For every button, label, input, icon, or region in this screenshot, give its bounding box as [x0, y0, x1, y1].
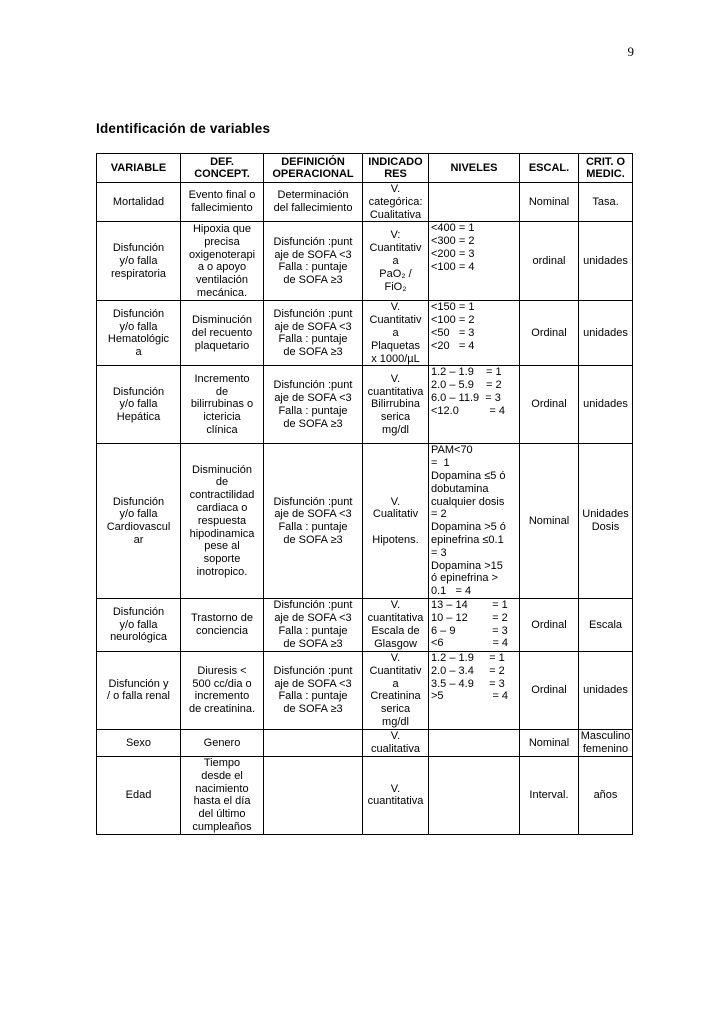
table-row-respiratoria [97, 222, 633, 301]
cell-variable: Edad [97, 756, 181, 834]
cell-ind: V. cuantitativa Bilirrubina serica mg/dl [363, 366, 429, 444]
cell-scale: Interval. [520, 756, 579, 834]
cell-variable: Mortalidad [97, 183, 181, 222]
cell-scale: Nominal [520, 444, 579, 599]
page-number: 9 [627, 44, 634, 59]
cell-op: Disfunción :punt aje de SOFA <3 Falla : puntaje de SOFA ≥3 [264, 651, 363, 729]
cell-ind: V. Cualitativ Hipotens. [363, 444, 429, 599]
cell-ind: V. cualitativa [363, 729, 429, 756]
cell-op: Disfunción :punt aje de SOFA <3 Falla : puntaje de SOFA ≥3 [264, 222, 363, 301]
cell-op: Disfunción :punt aje de SOFA <3 Falla : puntaje de SOFA ≥3 [264, 444, 363, 599]
cell-scale: Ordinal [520, 598, 579, 651]
cell-def: Genero [181, 729, 264, 756]
table-row-hematologica [97, 301, 633, 366]
cell-variable: Disfunción y/o falla Hematológic a [97, 301, 181, 366]
cell-variable: Disfunción y/o falla neurológica [97, 598, 181, 651]
cell-op: Disfunción :punt aje de SOFA <3 Falla : puntaje de SOFA ≥3 [264, 598, 363, 651]
cell-variable: Disfunción y / o falla renal [97, 651, 181, 729]
cell-ind: V. Cuantitativ a Creatinina serica mg/dl [363, 651, 429, 729]
header-operational-definition: DEFINICIÓN OPERACIONAL [264, 154, 363, 183]
table-row-renal [97, 651, 633, 729]
cell-criteria: Tasa. [579, 183, 633, 222]
table-row-hepatica [97, 366, 633, 444]
cell-def: Hipoxia que precisa oxigenoterapi a o apoyo ventilación mecánica. [181, 222, 264, 301]
cell-criteria: unidades [579, 651, 633, 729]
header-scale: ESCAL. [520, 154, 579, 183]
cell-levels: <150 = 1 <100 = 2 <50 = 3 <20 = 4 [431, 301, 475, 352]
cell-ind: V. cuantitativa Escala de Glasgow [363, 598, 429, 651]
cell-scale: ordinal [520, 222, 579, 301]
cell-scale: Nominal [520, 729, 579, 756]
table-row-neurologica [97, 598, 633, 651]
cell-scale: Ordinal [520, 651, 579, 729]
cell-op: Disfunción :punt aje de SOFA <3 Falla : puntaje de SOFA ≥3 [264, 301, 363, 366]
cell-criteria: años [579, 756, 633, 834]
variables-table [96, 153, 633, 835]
cell-ind: V: Cuantitativ a PaO₂ / FiO₂ [363, 222, 429, 301]
cell-criteria: Masculino femenino [579, 729, 633, 756]
cell-ind: V. categórica: Cualitativa [363, 183, 429, 222]
cell-op [264, 729, 363, 756]
cell-criteria: Escala [579, 598, 633, 651]
header-indicators: INDICADO RES [363, 154, 429, 183]
cell-variable: Disfunción y/o falla respiratoria [97, 222, 181, 301]
header-row [97, 154, 633, 183]
table-row-mortalidad [97, 183, 633, 222]
section-title: Identificación de variables [96, 121, 271, 136]
cell-ind: V. cuantitativa [363, 756, 429, 834]
table-row-sexo [97, 729, 633, 756]
header-variable: VARIABLE [97, 154, 181, 183]
cell-ind: V. Cuantitativ a Plaquetas x 1000/µL [363, 301, 429, 366]
cell-def: Disminución de contractilidad cardiaca o respuesta hipodinamica pese al soporte inotropico. [181, 444, 264, 599]
header-criteria: CRIT. O MEDIC. [579, 154, 633, 183]
cell-op [264, 756, 363, 834]
cell-variable: Disfunción y/o falla Cardiovascul ar [97, 444, 181, 599]
cell-def: Incremento de bilirrubinas o ictericia clínica [181, 366, 264, 444]
cell-criteria: unidades [579, 301, 633, 366]
cell-def: Tiempo desde el nacimiento hasta el día del último cumpleaños [181, 756, 264, 834]
table-row-cardiovascular [97, 444, 633, 599]
cell-levels: 1.2 – 1.9 = 1 2.0 – 5.9 = 2 6.0 – 11.9 = 3 <12.0 = 4 [431, 366, 505, 417]
header-def-concept: DEF. CONCEPT. [181, 154, 264, 183]
cell-scale: Nominal [520, 183, 579, 222]
cell-def: Disminución del recuento plaquetario [181, 301, 264, 366]
cell-scale: Ordinal [520, 366, 579, 444]
header-levels: NIVELES [429, 154, 520, 183]
cell-criteria: unidades [579, 366, 633, 444]
cell-variable: Sexo [97, 729, 181, 756]
cell-op: Disfunción :punt aje de SOFA <3 Falla : puntaje de SOFA ≥3 [264, 366, 363, 444]
cell-op: Determinación del fallecimiento [264, 183, 363, 222]
table-row-edad [97, 756, 633, 834]
cell-criteria: unidades [579, 222, 633, 301]
cell-levels: 1.2 – 1.9 = 1 2.0 – 3.4 = 2 3.5 – 4.9 = 3 >5 = 4 [431, 651, 509, 703]
cell-scale: Ordinal [520, 301, 579, 366]
cell-levels: PAM<70 = 1 Dopamina ≤5 ó dobutamina cualquier dosis = 2 Dopamina >5 ó epinefrina ≤0.1 = 3 Dopamina >15 ó epinefrina > 0.1 = 4 [431, 444, 506, 598]
cell-def: Evento final o fallecimiento [181, 183, 264, 222]
cell-levels: <400 = 1 <300 = 2 <200 = 3 <100 = 4 [431, 222, 475, 273]
cell-variable: Disfunción y/o falla Hepática [97, 366, 181, 444]
cell-levels: 13 – 14 = 1 10 – 12 = 2 6 – 9 = 3 <6 = 4 [431, 598, 509, 650]
cell-def: Trastorno de conciencia [181, 598, 264, 651]
cell-criteria: Unidades Dosis [579, 444, 633, 599]
cell-def: Diuresis < 500 cc/dia o incremento de creatinina. [181, 651, 264, 729]
